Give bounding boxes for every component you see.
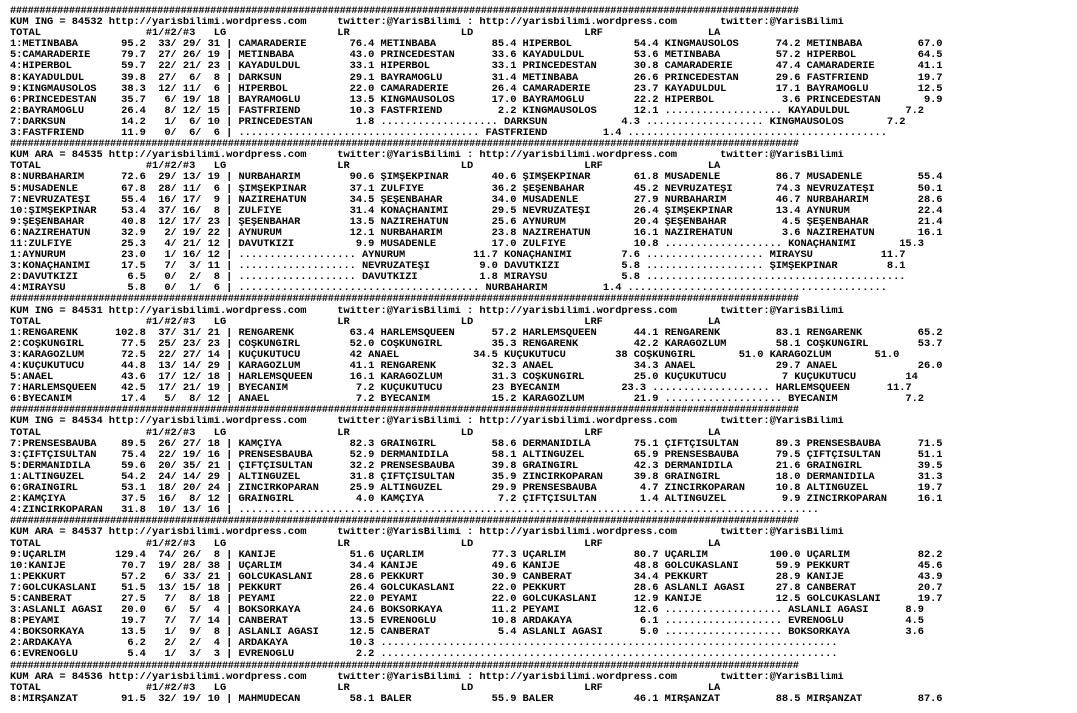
text-line: TOTAL #1/#2/#3 LG LR LD LRF LA: [10, 682, 721, 694]
text-line: 1:RENGARENK 102.8 37/ 31/ 21 | RENGARENK 63.4 HARLEMSQUEEN 57.2 HARLEMSQUEEN 44.1 RENGARENK 83.1 RENGARENK 65.2: [10, 327, 943, 339]
text-line: 6:PRINCEDESTAN 35.7 6/ 19/ 18 | BAYRAMOĞLU 13.5 KINGMAUSOLOS 17.0 BAYRAMOĞLU 22.2 HİPERBOL 3.6 PRINCEDESTAN 9.9: [10, 94, 943, 106]
text-line: 10:ŞİMŞEKPINAR 53.4 37/ 16/ 8 | ZÜLFİYE 31.4 KONAÇHANIMI 29.5 NEVRUZATEŞİ 26.4 ŞİMŞEKPINAR 13.4 AYNURUM 22.4: [10, 205, 943, 217]
text-line: 8:MİRŞANZAT 91.5 32/ 19/ 10 | MAHMUDECAN 58.1 BALER 55.9 BALER 46.1 MİRŞANZAT 88.5 MİRŞANZAT 87.6: [10, 693, 943, 705]
text-line: 7:NEVRUZATEŞİ 55.4 16/ 17/ 9 | NAZİREHATUN 34.5 ŞEŞENBAHAR 34.0 MÜSADENLE 27.9 NURBAHARIM 46.7 NURBAHARIM 28.6: [10, 194, 943, 206]
text-line: 2:BAYRAMOĞLU 26.4 8/ 12/ 15 | FASTFRIEND 10.3 FASTFRIEND 2.2 KINGMAUSOLOS 12.1 ................... KAYADÜLDÜL 7.2: [10, 105, 924, 117]
text-line: 3:KONAÇHANIMI 17.5 7/ 3/ 11 | ................... NEVRUZATEŞİ 9.0 DAVUTKIZI 5.8 ................... ŞİMŞEKPINAR 8.1: [10, 261, 906, 273]
text-line: KUM ARA = 84537 http://yarisbilimi.wordpress.com twitter:@YarisBilimi : http://yarisbilimi.wordpress.com twitter:@YarisBilimi: [10, 527, 844, 539]
text-line: 6:BYECANIM 17.4 5/ 8/ 12 | ANAEL 7.2 BYECANIM 15.2 KARAGÖZLÜM 21.9 ................... BYECANIM 7.2: [10, 394, 924, 406]
text-line: 4:ZİNCİRKOPARAN 31.8 10/ 13/ 16 | ..............................................................................................: [10, 505, 819, 517]
text-line: 9:ŞEŞENBAHAR 40.8 12/ 17/ 23 | ŞEŞENBAHAR 13.5 NAZİREHATUN 25.6 AYNURUM 20.4 ŞEŞENBAHAR 4.5 ŞEŞENBAHAR 21.4: [10, 216, 943, 228]
separator-line: ######################################################################################################################################: [10, 516, 799, 528]
separator-line: ######################################################################################################################################: [10, 139, 799, 151]
text-line: 7:GÖLCÜKASLANI 51.5 13/ 15/ 18 | PEKKURT 26.4 GÖLCÜKASLANI 22.0 PEKKURT 28.6 ASLANLI AĞASI 27.8 CANBERAT 20.7: [10, 582, 943, 594]
text-line: 4:BOKSÖRKAYA 13.5 1/ 9/ 8 | ASLANLI AĞASI 12.5 CANBERAT 5.4 ASLANLI AĞASI 5.0 ................... BOKSÖRKAYA 3.6: [10, 627, 924, 639]
text-line: 6:NAZİREHATUN 32.9 2/ 19/ 22 | AYNURUM 12.1 NURBAHARIM 23.8 NAZİREHATUN 16.1 NAZİREHATUN 3.6 NAZİREHATUN 16.1: [10, 227, 943, 239]
text-line: 10:KANİJE 70.7 19/ 28/ 38 | UÇARLIM 34.4 KANİJE 49.6 KANİJE 48.8 GÖLCÜKASLANI 59.9 PEKKURT 45.6: [10, 560, 943, 572]
text-line: 5:ANAEL 43.6 17/ 12/ 18 | HARLEMSQUEEN 16.1 KARAGÖZLÜM 31.3 COŞKUNGIRL 25.0 KÜÇÜKÜTÜCÜ 7 KÜÇÜKÜTÜCÜ 14: [10, 372, 918, 384]
text-line: 4:KÜÇÜKÜTÜCÜ 44.8 13/ 14/ 29 | KARAGÖZLÜM 41.1 RENGARENK 32.3 ANAEL 34.3 ANAEL 29.7 ANAEL 26.0: [10, 361, 943, 372]
text-line: 2:COŞKUNGIRL 77.5 25/ 23/ 23 | COŞKUNGIRL 52.0 COŞKUNGIRL 35.3 RENGARENK 42.2 KARAGÖZLÜM 58.1 COŞKUNGIRL 53.7: [10, 338, 943, 350]
text-line: TOTAL #1/#2/#3 LG LR LD LRF LA: [10, 538, 721, 550]
separator-line: ######################################################################################################################################: [10, 660, 799, 672]
text-line: 5:DERMANIDILA 59.6 20/ 35/ 21 | ÇİFTÇİSULTAN 32.2 PRENSESBAUBA 39.8 GRAINGIRL 42.3 DERMANIDILA 21.6 GRAINGIRL 39.5: [10, 460, 943, 472]
text-line: 3:FASTFRIEND 11.9 0/ 6/ 6 | ....................................... FASTFRIEND 1.4 ..........................................: [10, 128, 887, 140]
text-line: 7:PRENSESBAUBA 89.5 26/ 27/ 18 | KAMÇIYA 82.3 GRAINGIRL 58.6 DERMANIDILA 75.1 ÇİFTÇİSULTAN 89.3 PRENSESBAUBA 71.5: [10, 438, 943, 450]
text-line: TOTAL #1/#2/#3 LG LR LD LRF LA: [10, 28, 721, 40]
text-line: KUM ING = 84534 http://yarisbilimi.wordpress.com twitter:@YarisBilimi : http://yarisbilimi.wordpress.com twitter:@YarisBilimi: [10, 416, 844, 428]
text-line: 5:MÜSADENLE 67.8 28/ 11/ 6 | ŞİMŞEKPINAR 37.1 ZÜLFİYE 36.2 ŞEŞENBAHAR 45.2 NEVRUZATEŞİ 74.3 NEVRUZATEŞİ 50.1: [10, 183, 943, 195]
text-line: 5:CAMARADERIE 79.7 27/ 26/ 19 | METİNBABA 43.0 PRINCEDESTAN 33.6 KAYADÜLDÜL 53.6 METİNBABA 57.2 HİPERBOL 64.5: [10, 50, 943, 62]
text-line: 3:ASLANLI AĞASI 20.0 6/ 5/ 4 | BOKSÖRKAYA 24.6 BOKSÖRKAYA 11.2 PEYAMİ 12.6 ................... ASLANLI AĞASI 8.9: [10, 605, 924, 617]
text-line: 3:KARAGÖZLÜM 72.5 22/ 27/ 14 | KÜÇÜKÜTÜCÜ 42 ANAEL 34.5 KÜÇÜKÜTÜCÜ 38 COŞKUNGIRL 51.0 KARAGÖZLÜM 51.0: [10, 349, 900, 361]
text-line: TOTAL #1/#2/#3 LG LR LD LRF LA: [10, 161, 721, 173]
text-line: 3:ÇİFTÇİSULTAN 75.4 22/ 19/ 16 | PRENSESBAUBA 52.9 DERMANIDILA 58.1 ALTINGÜZEL 65.9 PRENSESBAUBA 79.5 ÇİFTÇİSULTAN 51.1: [10, 449, 943, 461]
text-line: 11:ZÜLFİYE 25.3 4/ 21/ 12 | DAVUTKIZI 9.9 MÜSADENLE 17.0 ZÜLFİYE 10.8 ................... KONAÇHANIMI 15.3: [10, 238, 924, 250]
text-line: TOTAL #1/#2/#3 LG LR LD LRF LA: [10, 427, 721, 439]
text-line: 2:ARDAKAYA 6.2 2/ 2/ 4 | ARDAKAYA 10.3 ..........................................................................: [10, 638, 838, 650]
text-line: KUM ARA = 84535 http://yarisbilimi.wordpress.com twitter:@YarisBilimi : http://yarisbilimi.wordpress.com twitter:@YarisBilimi: [10, 150, 844, 162]
text-line: 1:ALTINGÜZEL 54.2 24/ 14/ 29 | ALTINGÜZEL 31.8 ÇİFTÇİSULTAN 35.9 ZİNCİRKOPARAN 39.8 GRAINGIRL 18.0 DERMANIDILA 31.3: [10, 471, 943, 483]
text-line: 8:PEYAMİ 19.7 7/ 7/ 14 | CANBERAT 13.5 EVRENOĞLU 10.8 ARDAKAYA 6.1 ................... EVRENOĞLU 4.5: [10, 616, 924, 628]
text-line: 8:KAYADÜLDÜL 39.8 27/ 6/ 8 | DARKSUN 29.1 BAYRAMOĞLU 31.4 METİNBABA 26.6 PRINCEDESTAN 29.6 FASTFRIEND 19.7: [10, 72, 943, 84]
text-line: 8:NURBAHARIM 72.6 29/ 13/ 19 | NURBAHARIM 90.6 ŞİMŞEKPINAR 40.6 ŞİMŞEKPINAR 61.8 MÜSADENLE 86.7 MÜSADENLE 55.4: [10, 172, 943, 184]
text-line: 6:EVRENOĞLU 5.4 1/ 3/ 3 | EVRENOĞLU 2.2 ..........................................................................: [10, 649, 838, 661]
text-line: 7:HARLEMSQUEEN 42.5 17/ 21/ 19 | BYECANIM 7.2 KÜÇÜKÜTÜCÜ 23 BYECANIM 23.3 ................... HARLEMSQUEEN 11.7: [10, 383, 912, 395]
text-line: 9:KINGMAUSOLOS 38.3 12/ 11/ 6 | HİPERBOL 22.0 CAMARADERIE 26.4 CAMARADERIE 23.7 KAYADÜLDÜL 17.1 BAYRAMOĞLU 12.5: [10, 83, 943, 95]
text-line: 4:MİRAYSU 5.8 0/ 1/ 6 | ....................................... NURBAHARIM 1.4 ..........................................: [10, 283, 887, 295]
race-statistics-document: [10, 6, 1072, 708]
text-line: KUM ING = 84531 http://yarisbilimi.wordpress.com twitter:@YarisBilimi : http://yarisbilimi.wordpress.com twitter:@YarisBilimi: [10, 305, 844, 317]
text-line: 9:UÇARLIM 129.4 74/ 26/ 8 | KANİJE 51.6 UÇARLIM 77.3 UÇARLIM 80.7 UÇARLIM 100.0 UÇARLIM 82.2: [10, 549, 943, 561]
text-line: 5:CANBERAT 27.5 7/ 8/ 18 | PEYAMİ 22.0 PEYAMİ 22.0 GÖLCÜKASLANI 12.9 KANİJE 12.5 GÖLCÜKASLANI 19.7: [10, 593, 943, 605]
text-line: 1:AYNURUM 23.0 1/ 16/ 12 | ................... AYNURUM 11.7 KONAÇHANIMI 7.6 ................... MİRAYSU 11.7: [10, 250, 906, 262]
separator-line: ######################################################################################################################################: [10, 405, 799, 417]
text-line: 6:GRAINGIRL 53.1 18/ 20/ 24 | ZİNCİRKOPARAN 25.9 ALTINGÜZEL 29.9 PRENSESBAUBA 4.7 ZİNCİRKOPARAN 10.8 ALTINGÜZEL 19.7: [10, 483, 943, 495]
text-line: 4:HİPERBOL 59.7 22/ 21/ 23 | KAYADÜLDÜL 33.1 HİPERBOL 33.1 PRINCEDESTAN 30.8 CAMARADERIE 47.4 CAMARADERIE 41.1: [10, 61, 943, 73]
text-line: KUM ING = 84532 http://yarisbilimi.wordpress.com twitter:@YarisBilimi : http://yarisbilimi.wordpress.com twitter:@YarisBilimi: [10, 17, 844, 29]
separator-line: ######################################################################################################################################: [10, 294, 799, 306]
text-line: KUM ARA = 84536 http://yarisbilimi.wordpress.com twitter:@YarisBilimi : http://yarisbilimi.wordpress.com twitter:@YarisBilimi: [10, 671, 844, 683]
text-line: 7:DARKSUN 14.2 1/ 6/ 10 | PRINCEDESTAN 1.8 ................... DARKSUN 4.3 ................... KINGMAUSOLOS 7.2: [10, 116, 906, 128]
text-line: TOTAL #1/#2/#3 LG LR LD LRF LA: [10, 316, 721, 328]
text-line: 1:METİNBABA 95.2 33/ 29/ 31 | CAMARADERIE 76.4 METİNBABA 85.4 HİPERBOL 54.4 KINGMAUSOLOS 74.2 METİNBABA 67.0: [10, 39, 943, 51]
text-line: 2:KAMÇIYA 37.5 16/ 8/ 12 | GRAINGIRL 4.0 KAMÇIYA 7.2 ÇİFTÇİSULTAN 1.4 ALTINGÜZEL 9.9 ZİNCİRKOPARAN 16.1: [10, 494, 943, 506]
text-line: 1:PEKKURT 57.2 6/ 33/ 21 | GÖLCÜKASLANI 28.6 PEKKURT 30.9 CANBERAT 34.4 PEKKURT 28.9 KANİJE 43.9: [10, 571, 943, 583]
text-line: 2:DAVUTKIZI 6.5 0/ 2/ 8 | ................... DAVUTKIZI 1.8 MİRAYSU 5.8 ..........................................: [10, 272, 906, 284]
separator-line: ######################################################################################################################################: [10, 6, 799, 17]
